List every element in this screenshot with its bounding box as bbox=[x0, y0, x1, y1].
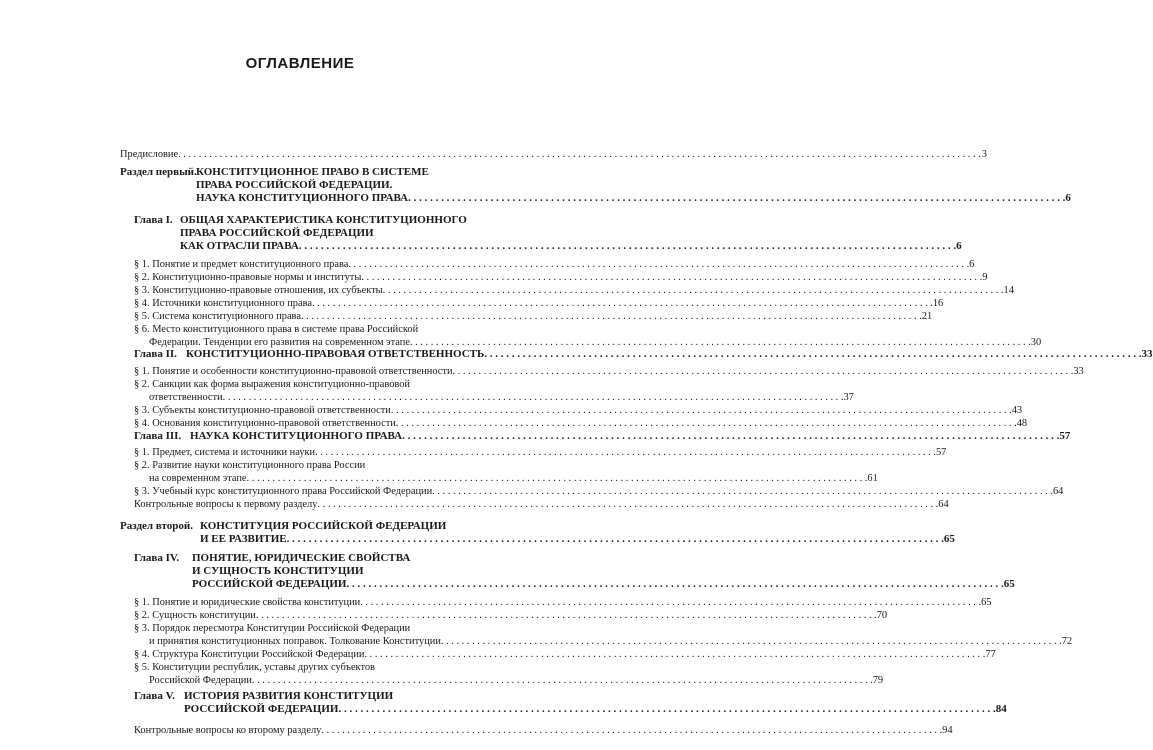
page-title: ОГЛАВЛЕНИЕ bbox=[245, 55, 355, 72]
page-number: 6 bbox=[956, 240, 962, 252]
section-title-line: ПРАВА РОССИЙСКОЙ ФЕДЕРАЦИИ. bbox=[196, 179, 393, 191]
toc-chapter-3[interactable] bbox=[134, 430, 1071, 443]
chapter-title-line: ПРАВА РОССИЙСКОЙ ФЕДЕРАЦИИ bbox=[180, 227, 374, 239]
entry-text: Предисловие bbox=[120, 149, 179, 160]
toc-chapter-5[interactable] bbox=[134, 690, 1007, 716]
page-number: 57 bbox=[1059, 430, 1071, 442]
toc-chapter-3-items bbox=[134, 446, 1064, 511]
section-label: Раздел первый. bbox=[120, 166, 197, 178]
page-number: 6 bbox=[1065, 192, 1071, 204]
section-title-line: КОНСТИТУЦИОННОЕ ПРАВО В СИСТЕМЕ bbox=[196, 166, 429, 178]
toc-section-2[interactable] bbox=[120, 520, 955, 546]
page-number: 65 bbox=[1003, 578, 1015, 590]
toc-chapter-2[interactable] bbox=[134, 348, 1153, 361]
toc-chapter-4[interactable] bbox=[134, 552, 1015, 591]
toc-section-1[interactable] bbox=[120, 166, 1071, 205]
toc-paragraph[interactable]: § 3. Учебный курс конституционного права Российской Федерации . . . 64 bbox=[134, 485, 514, 498]
toc-questions[interactable]: Контрольные вопросы ко второму разделу . . . 94 bbox=[134, 724, 514, 737]
toc-paragraph[interactable]: § 1. Понятие и особенности конституционно-правовой ответственности . . . 33 bbox=[134, 365, 514, 378]
chapter-title-line: И СУЩНОСТЬ КОНСТИТУЦИИ bbox=[192, 565, 364, 577]
page-number: 3 bbox=[981, 149, 987, 160]
chapter-title-line: КАК ОТРАСЛИ ПРАВА bbox=[180, 240, 299, 252]
toc-paragraph[interactable]: § 2. Развитие науки конституционного права России на современном этапе . . . 61 bbox=[134, 459, 514, 485]
page-number: 84 bbox=[995, 703, 1007, 715]
page-number: 65 bbox=[943, 533, 955, 545]
toc-paragraph[interactable]: § 6. Место конституционного права в системе права Российской Федерации. Тенденции его развития на современном этапе . . . 30 bbox=[134, 323, 514, 349]
toc-entry-preface[interactable] bbox=[120, 148, 987, 161]
toc-paragraph[interactable]: § 4. Структура Конституции Российской Федерации . . . 77 bbox=[134, 648, 514, 661]
chapter-label: Глава II. bbox=[134, 348, 177, 360]
chapter-label: Глава III. bbox=[134, 430, 182, 442]
section-title-line: НАУКА КОНСТИТУЦИОННОГО ПРАВА bbox=[196, 192, 409, 204]
toc-paragraph[interactable]: § 1. Понятие и предмет конституционного права . . . 6 bbox=[134, 258, 514, 271]
toc-paragraph[interactable]: § 3. Порядок пересмотра Конституции Российской Федерации и принятия конституционных поправок. Толкование Конституции . . . 72 bbox=[134, 622, 514, 648]
toc-paragraph[interactable]: § 1. Понятие и юридические свойства конституции . . . 65 bbox=[134, 596, 514, 609]
toc-chapter-5-items bbox=[134, 724, 953, 737]
chapter-title-line: ИСТОРИЯ РАЗВИТИЯ КОНСТИТУЦИИ bbox=[184, 690, 394, 702]
toc-questions[interactable]: Контрольные вопросы к первому разделу . . . 64 bbox=[134, 498, 514, 511]
toc-paragraph[interactable]: § 5. Система конституционного права . . . 21 bbox=[134, 310, 514, 323]
page-number: 33 bbox=[1141, 348, 1153, 360]
chapter-label: Глава I. bbox=[134, 214, 173, 226]
section-title-line: И ЕЕ РАЗВИТИЕ bbox=[200, 533, 287, 545]
toc-paragraph[interactable]: § 1. Предмет, система и источники науки . . . 57 bbox=[134, 446, 514, 459]
chapter-title-line: ОБЩАЯ ХАРАКТЕРИСТИКА КОНСТИТУЦИОННОГО bbox=[180, 214, 467, 226]
toc-paragraph[interactable]: § 3. Конституционно-правовые отношения, их субъекты . . . 14 bbox=[134, 284, 514, 297]
toc-paragraph[interactable]: § 2. Сущность конституции . . . 70 bbox=[134, 609, 514, 622]
toc-paragraph[interactable]: § 2. Санкции как форма выражения конституционно-правовой ответственности . . . 37 bbox=[134, 378, 514, 404]
toc-chapter-4-items bbox=[134, 596, 1073, 687]
chapter-title-line: РОССИЙСКОЙ ФЕДЕРАЦИИ bbox=[184, 703, 339, 715]
section-title-line: КОНСТИТУЦИЯ РОССИЙСКОЙ ФЕДЕРАЦИИ bbox=[200, 520, 447, 532]
chapter-label: Глава V. bbox=[134, 690, 175, 702]
toc-paragraph[interactable]: § 2. Конституционно-правовые нормы и институты . . . 9 bbox=[134, 271, 514, 284]
toc-chapter-1-items bbox=[134, 258, 1042, 349]
chapter-title-line: РОССИЙСКОЙ ФЕДЕРАЦИИ bbox=[192, 578, 347, 590]
toc-paragraph[interactable]: § 5. Конституции республик, уставы других субъектов Российской Федерации . . . 79 bbox=[134, 661, 514, 687]
toc-chapter-1[interactable] bbox=[134, 214, 962, 253]
chapter-title-line: ПОНЯТИЕ, ЮРИДИЧЕСКИЕ СВОЙСТВА bbox=[192, 552, 411, 564]
toc-paragraph[interactable]: § 4. Основания конституционно-правовой ответственности . . . 48 bbox=[134, 417, 514, 430]
toc-chapter-2-items bbox=[134, 365, 1084, 430]
toc-paragraph[interactable]: § 4. Источники конституционного права . . . 16 bbox=[134, 297, 514, 310]
section-label: Раздел второй. bbox=[120, 520, 193, 532]
chapter-title-line: НАУКА КОНСТИТУЦИОННОГО ПРАВА bbox=[190, 430, 403, 442]
toc-paragraph[interactable]: § 3. Субъекты конституционно-правовой ответственности . . . 43 bbox=[134, 404, 514, 417]
chapter-label: Глава IV. bbox=[134, 552, 180, 564]
chapter-title-line: КОНСТИТУЦИОННО-ПРАВОВАЯ ОТВЕТСТВЕННОСТЬ bbox=[186, 348, 485, 360]
